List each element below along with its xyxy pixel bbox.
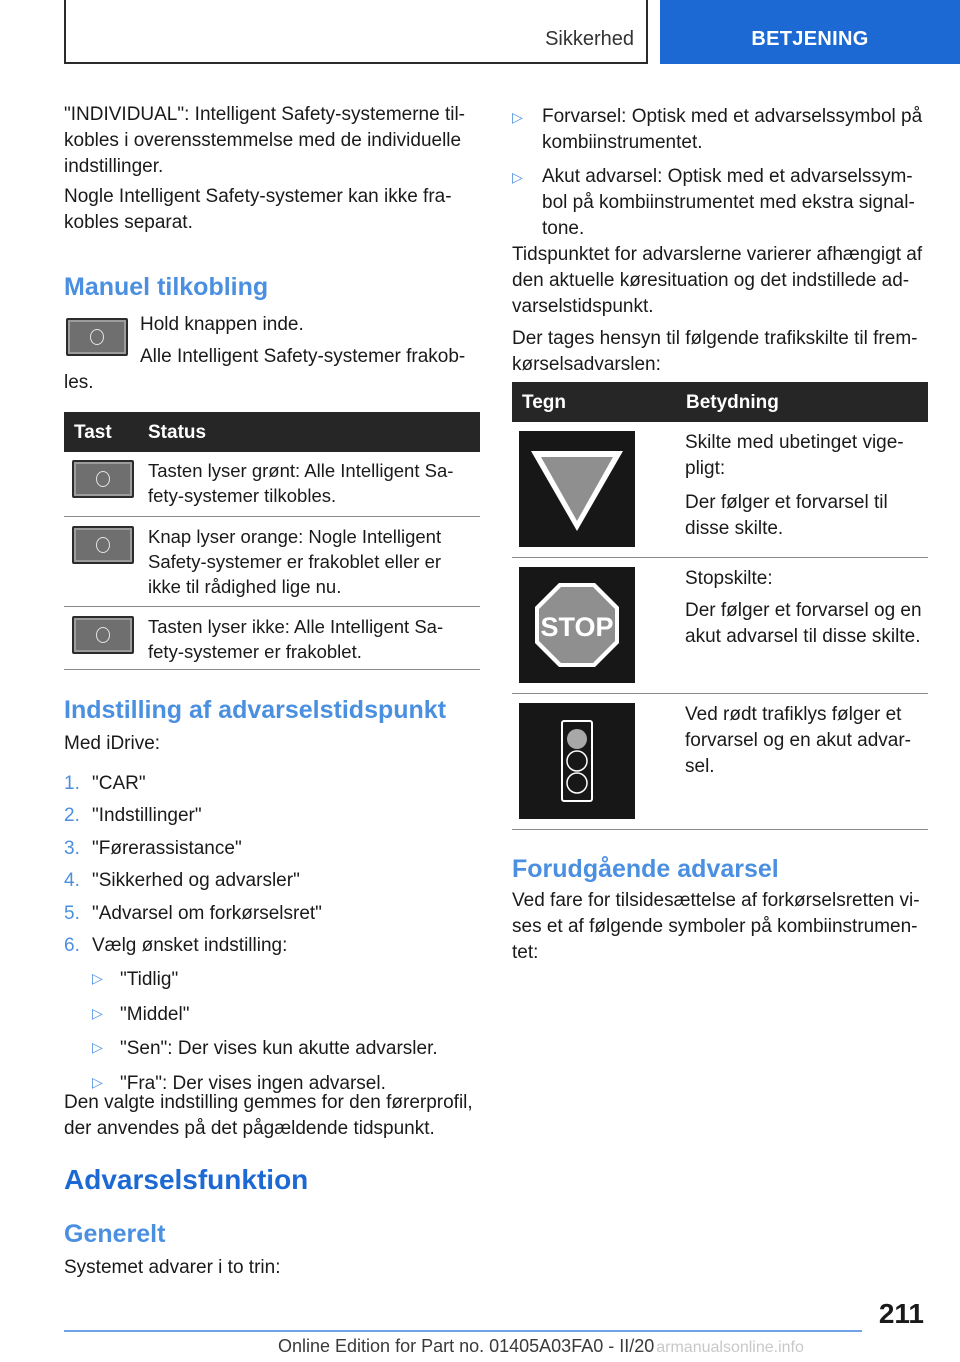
text-line: fety-systemer tilkobles. [148,485,337,506]
text-line: Ved fare for tilsidesættelse af forkørselsretten vi- [512,890,920,911]
idrive-intro: Med iDrive: [64,733,161,754]
heading-general: Generelt [64,1220,166,1248]
warning-stages-list [512,104,932,242]
triangle-bullet-icon: ▷ [92,970,103,987]
column-header-key: Tast [74,422,112,443]
step-text: "Advarsel om forkørselsret" [92,902,322,924]
heading-warning-time-setting: Indstilling af advarselstidspunkt [64,696,447,724]
manual-step-1: Hold knappen inde. [140,314,304,335]
step-text: "Sikkerhed og advarsler" [92,870,300,892]
triangle-bullet-icon: ▷ [92,1004,103,1021]
text-line: pligt: [685,458,726,479]
intelligent-safety-button-icon [66,318,128,356]
text-line: Der tages hensyn til følgende trafikskilte til frem- [512,328,918,349]
text-line: Knap lyser orange: Nogle Intelligent [148,526,442,547]
text-line: varselstidspunkt. [512,296,654,317]
list-item [64,768,484,800]
text-line: kørselsadvarslen: [512,354,661,375]
option-text: "Fra": Der vises ingen advarsel. [120,1072,386,1094]
text-line: Safety-systemer er frakoblet eller er [148,551,442,572]
sign-row-1-text [685,430,925,542]
text-line: Nogle Intelligent Safety-systemer kan ikke fra- [64,186,452,207]
text-line: der anvendes på det pågældende tidspunkt. [64,1118,435,1139]
column-header-sign: Tegn [522,392,566,413]
text-line: den aktuelle køresituation og det indstillede ad- [512,270,910,291]
text-line: fety-systemer er frakoblet. [148,641,362,662]
text-line: sel. [685,756,715,777]
yield-sign-image [519,431,635,547]
step-text: "Indstillinger" [92,805,202,827]
step-text: "Førerassistance" [92,837,242,859]
header-chapter-tab [660,0,960,64]
traffic-light-image [519,703,635,819]
table-row-divider [64,669,480,670]
list-item [64,898,484,930]
saved-setting-paragraph [64,1090,484,1142]
header-chapter-label: BETJENING [751,28,869,50]
status-table-header [64,412,480,452]
list-item [512,164,932,242]
list-item [64,997,484,1031]
yield-sign-icon [519,431,635,547]
table-row-divider [512,557,928,558]
button-orange-icon [72,526,134,564]
text-line: Tasten lyser grønt: Alle Intelligent Sa- [148,460,454,481]
table-row-divider [64,606,480,607]
general-paragraph: Systemet advarer i to trin: [64,1257,281,1278]
button-off-icon [72,616,134,654]
manual-step-2-line-1: Alle Intelligent Safety-systemer frakob- [140,346,466,367]
traffic-light-icon [519,703,635,819]
list-item [64,865,484,897]
preceding-paragraph [512,888,932,966]
text-line: tet: [512,942,539,963]
steps-list [64,768,484,1100]
step-number: 3. [64,837,80,859]
list-item [64,800,484,832]
text-line: Der følger et forvarsel til [685,492,888,513]
button-green-icon [72,460,134,498]
heading-preceding-warning: Forudgående advarsel [512,855,779,883]
text-line: Skilte med ubetinget vige- [685,432,904,453]
intro-paragraph-2 [64,184,484,236]
text-line: ikke til rådighed lige nu. [148,576,342,597]
option-text: "Middel" [120,1003,190,1025]
text-line: Akut advarsel: Optisk med et advarselssym- [542,166,913,187]
text-line: bol på kombiinstrumentet med ekstra signal- [542,192,915,213]
triangle-bullet-icon: ▷ [92,1039,103,1056]
edition-text: Online Edition for Part no. 01405A03FA0 - II/20 [278,1336,655,1356]
sign-row-3-text [685,702,925,780]
step-text: "CAR" [92,773,146,794]
text-line: Ved rødt trafiklys følger et [685,704,902,725]
list-item [64,930,484,962]
step-number: 1. [64,773,80,794]
text-line: forvarsel og en akut advar- [685,730,912,751]
step-number: 5. [64,902,80,924]
header-section-label: Sikkerhed [545,28,634,50]
stop-sign-image [519,567,635,683]
step-number: 4. [64,870,80,892]
step-text: Vælg ønsket indstilling: [92,935,288,957]
sign-row-2-text [685,566,925,650]
status-row-2 [148,524,478,599]
text-line: Tidspunktet for advarslerne varierer afhængigt af [512,244,923,265]
list-item [64,962,484,996]
triangle-bullet-icon: ▷ [92,1073,103,1090]
triangle-bullet-icon: ▷ [512,169,523,185]
column-header-meaning: Betydning [686,392,779,413]
text-line: indstillinger. [64,156,164,177]
column-header-status: Status [148,422,207,443]
text-line: Den valgte indstilling gemmes for den førerprofil, [64,1092,473,1113]
list-item [64,833,484,865]
heading-manual-activation: Manuel tilkobling [64,273,269,301]
heading-warning-function: Advarselsfunktion [64,1164,309,1195]
text-line: ses et af følgende symboler på kombiinstrumen- [512,916,918,937]
text-line: Forvarsel: Optisk med et advarselssymbol på [542,106,923,127]
footer-divider [64,1330,862,1332]
text-line: disse skilte. [685,518,784,539]
table-row-divider [64,516,480,517]
stop-sign-icon [519,567,635,683]
text-line: tone. [542,218,585,239]
text-line: Stopskilte: [685,568,773,589]
step-number: 6. [64,935,80,957]
text-line: Tasten lyser ikke: Alle Intelligent Sa- [148,616,444,637]
header-section-tab [64,0,648,64]
text-line: Der følger et forvarsel og en [685,600,922,621]
signs-table-header [512,382,928,422]
step-number: 2. [64,805,80,827]
list-item [64,1031,484,1065]
status-row-1 [148,458,478,508]
option-text: "Sen": Der vises kun akutte advarsler. [120,1038,438,1060]
text-line: kombiinstrumentet. [542,132,703,153]
triangle-bullet-icon: ▷ [512,109,523,125]
watermark-text: armanualsonline.info [656,1339,804,1356]
list-item [512,104,932,156]
footer-edition [278,1336,804,1357]
signs-intro-paragraph [512,326,932,378]
stop-sign-label: STOP [540,612,614,642]
status-row-3 [148,614,478,664]
text-line: akut advarsel til disse skilte. [685,626,921,647]
manual-step-2-line-2: les. [64,372,94,393]
text-line: "INDIVIDUAL": Intelligent Safety-systemerne til- [64,104,466,125]
page-number: 211 [878,1298,924,1329]
timing-paragraph [512,242,932,320]
text-line: kobles i overensstemmelse med de individuelle [64,130,462,151]
table-row-divider [512,693,928,694]
table-row-divider [512,829,928,830]
option-text: "Tidlig" [120,969,179,991]
intro-paragraph-1 [64,102,484,180]
text-line: kobles separat. [64,212,193,233]
